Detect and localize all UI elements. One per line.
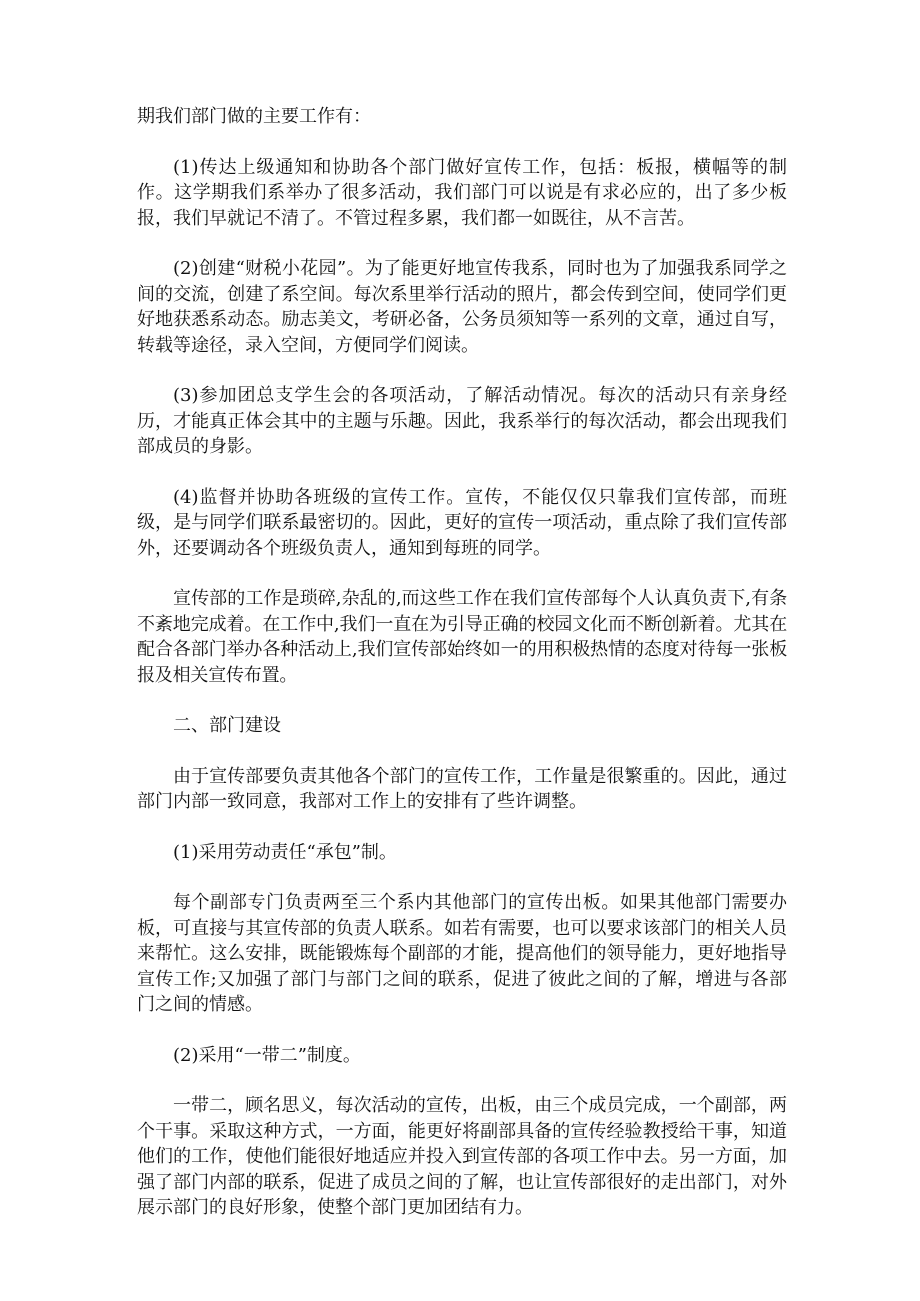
paragraph-item-3: (3)参加团总支学生会的各项活动，了解活动情况。每次的活动只有亲身经历，才能真正体会其中的主题与乐趣。因此，我系举行的每次活动，都会出现我们部成员的身影。 — [137, 385, 787, 457]
paragraph-intro: 期我们部门做的主要工作有： — [137, 106, 371, 127]
paragraph-measure-2: (2)采用“一带二”制度。 — [173, 1044, 361, 1066]
paragraph-department-intro: 由于宣传部要负责其他各个部门的宣传工作，工作量是很繁重的。因此，通过部门内部一致同意，我部对工作上的安排有了些许调整。 — [137, 765, 787, 812]
paragraph-measure-1-detail: 每个副部专门负责两至三个系内其他部门的宣传出板。如果其他部门需要办板，可直接与其宣传部的负责人联系。如若有需要，也可以要求该部门的相关人员来帮忙。这么安排，既能锻炼每个副部的才能，提高他们的领导能力，更好地指导宣传工作;又加强了部门与部门之间的联系，促进了彼此之间的了解，增进与各部门之间的情感。 — [137, 892, 787, 1015]
paragraph-measure-2-detail: 一带二，顾名思义，每次活动的宣传，出板，由三个成员完成，一个副部，两个干事。采取这种方式，一方面，能更好将副部具备的宣传经验教授给干事，知道他们的工作，使他们能很好地适应并投入到宣传部的各项工作中去。另一方面，加强了部门内部的联系，促进了成员之间的了解，也让宣传部很好的走出部门，对外展示部门的良好形象，使整个部门更加团结有力。 — [137, 1095, 787, 1218]
paragraph-summary: 宣传部的工作是琐碎,杂乱的,而这些工作在我们宣传部每个人认真负责下,有条不紊地完成着。在工作中,我们一直在为引导正确的校园文化而不断创新着。尤其在配合各部门举办各种活动上,我们宣传部始终如一的用积极热情的态度对待每一张板报及相关宣传布置。 — [137, 588, 787, 686]
paragraph-item-4: (4)监督并协助各班级的宣传工作。宣传，不能仅仅只靠我们宣传部，而班级，是与同学们联系最密切的。因此，更好的宣传一项活动，重点除了我们宣传部外，还要调动各个班级负责人，通知到每班的同学。 — [137, 486, 787, 559]
document-body — [137, 104, 787, 1246]
paragraph-item-2: (2)创建“财税小花园”。为了能更好地宣传我系，同时也为了加强我系同学之间的交流，创建了系空间。每次系里举行活动的照片，都会传到空间，使同学们更好地获悉系动态。励志美文，考研必备，公务员须知等一系列的文章，通过自写，转载等途径，录入空间，方便同学们阅读。 — [137, 258, 787, 356]
paragraph-item-1: (1)传达上级通知和协助各个部门做好宣传工作，包括：板报，横幅等的制作。这学期我们系举办了很多活动，我们部门可以说是有求必应的，出了多少板报，我们早就记不清了。不管过程多累，我们都一如既往，从不言苦。 — [137, 156, 787, 229]
section-heading-department-building: 二、部门建设 — [173, 715, 281, 736]
paragraph-measure-1: (1)采用劳动责任“承包”制。 — [173, 841, 397, 863]
